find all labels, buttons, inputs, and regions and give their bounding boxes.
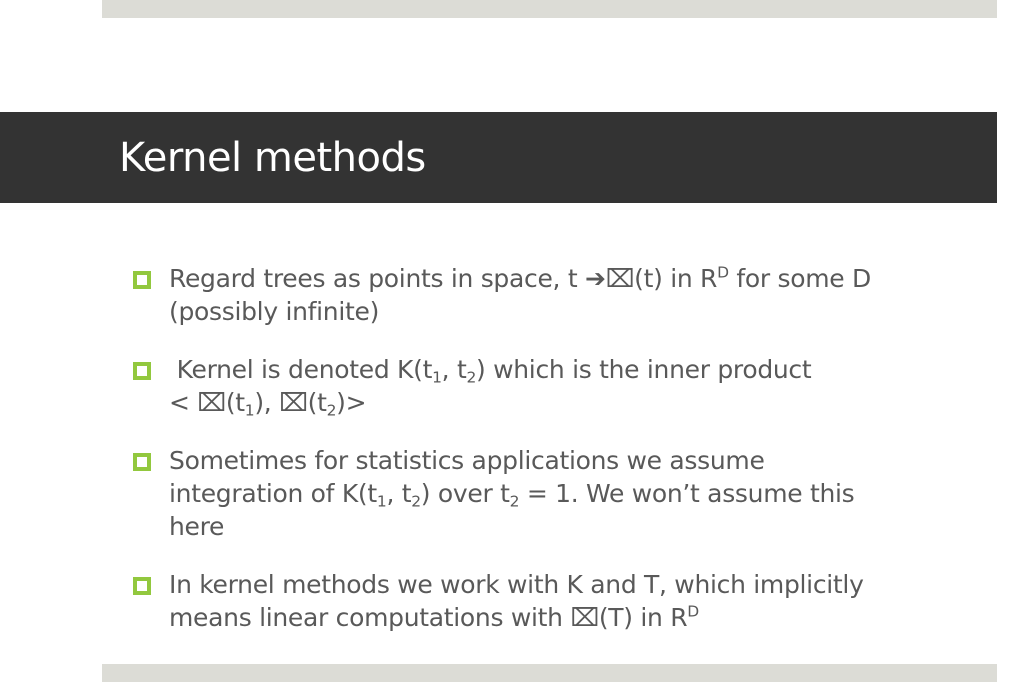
square-bullet-icon (133, 577, 151, 595)
superscript: D (687, 602, 699, 621)
text-segment: for some D (728, 264, 871, 293)
bullet-line (169, 601, 953, 634)
bullet-item-trees-as-points (133, 262, 953, 328)
bullet-line: In kernel methods we work with K and T, which implicitly (169, 570, 864, 599)
bottom-decorative-band (102, 664, 997, 682)
text-segment: (T) in R (598, 603, 688, 632)
subscript: 2 (326, 401, 337, 420)
text-segment: ) over t (420, 479, 510, 508)
bullet-item-kernel-definition (133, 353, 953, 419)
phi-symbol-icon: ⌧ (197, 388, 226, 417)
text-segment: Regard trees as points in space, t (169, 264, 585, 293)
text-segment: < (169, 388, 198, 417)
text-segment: (t (225, 388, 245, 417)
bullet-line: (possibly infinite) (169, 297, 380, 326)
square-bullet-icon (133, 453, 151, 471)
text-segment: Kernel is denoted K(t (169, 355, 433, 384)
text-segment: (t) in R (634, 264, 718, 293)
arrow-icon: ➔ (584, 264, 606, 293)
top-decorative-band (102, 0, 997, 18)
subscript: 1 (432, 368, 442, 387)
text-segment: ) which is the inner product (476, 355, 812, 384)
subscript: 2 (466, 368, 477, 387)
bullet-line (169, 477, 953, 510)
bullet-line: Sometimes for statistics applications we assume (169, 446, 765, 475)
phi-symbol-icon: ⌧ (605, 264, 635, 293)
subscript: 1 (376, 492, 387, 511)
bullet-line (169, 262, 953, 295)
text-segment: , t (386, 479, 412, 508)
square-bullet-icon (133, 271, 151, 289)
bullet-line (169, 386, 953, 419)
text-segment: , t (441, 355, 467, 384)
bullet-item-statistics-integration (133, 444, 953, 543)
text-segment: ), (254, 388, 280, 417)
superscript: D (717, 263, 729, 282)
text-segment: means linear computations with (169, 603, 571, 632)
subscript: 2 (509, 492, 520, 511)
subscript: 1 (244, 401, 255, 420)
bullet-item-linear-computations (133, 568, 953, 634)
bullet-list (133, 262, 953, 659)
bullet-line: here (169, 512, 225, 541)
square-bullet-icon (133, 362, 151, 380)
text-segment: )> (336, 388, 367, 417)
subscript: 2 (411, 492, 421, 511)
bullet-line (169, 353, 953, 386)
phi-symbol-icon: ⌧ (570, 603, 599, 632)
text-segment: = 1. We won’t assume this (519, 479, 855, 508)
phi-symbol-icon: ⌧ (279, 388, 308, 417)
text-segment: (t (307, 388, 327, 417)
text-segment: integration of K(t (169, 479, 377, 508)
slide-title: Kernel methods (119, 135, 426, 181)
